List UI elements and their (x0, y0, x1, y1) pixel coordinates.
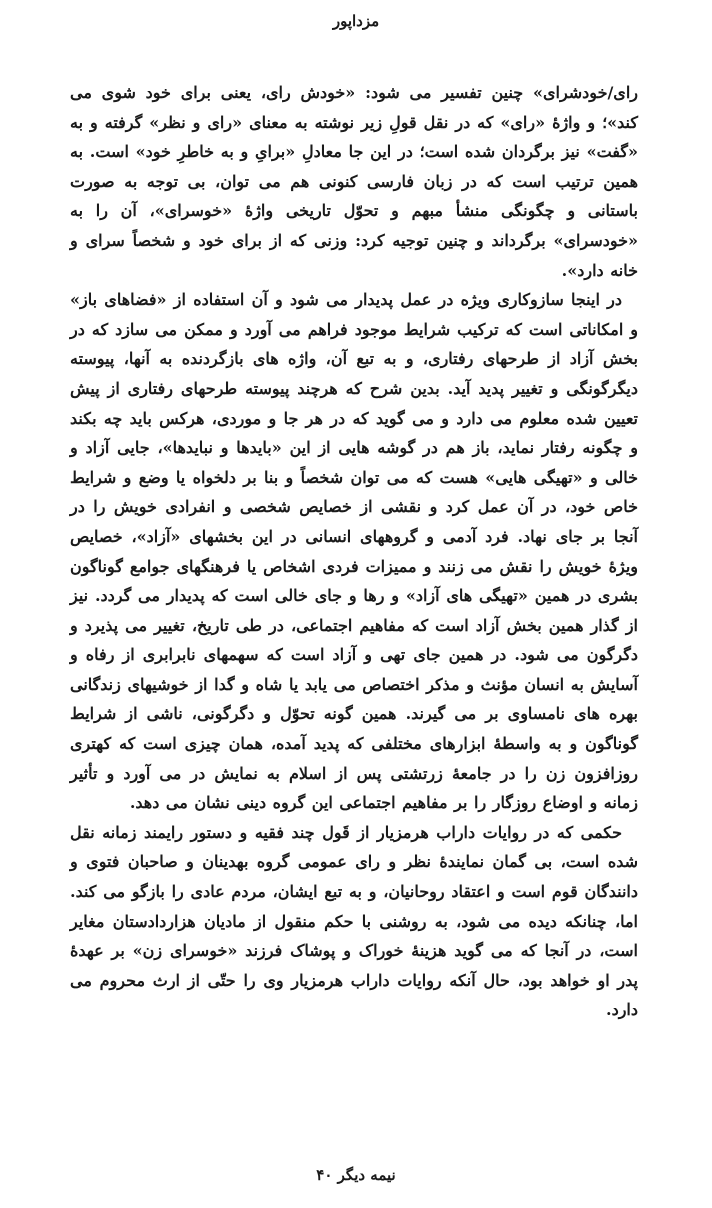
paragraph: رای/خودشرای» چنین تفسیر می شود: «خودش رای، یعنی برای خود شوی می کند»؛ و واژهٔ «رای» که در نقل قولِ زیر نوشته به معنای «رای و نظر» گرفته و به «گفت» نیز برگردان شده است؛ در این جا معادلِ «برایِ و به خاطرِ خود» است. به همین ترتیب است که در زبان فارسی کنونی هم می توان، بی توجه به صورت باستانی و چگونگی منشأ مبهم و تحوّل تاریخی واژهٔ «خوسرای»، آن را به «خودسرای» برگرداند و چنین توجیه کرد: وزنی که از برای خود و شخصاً سرای و خانه دارد». (70, 83, 638, 280)
body-text (70, 78, 638, 1025)
paragraph: در اینجا سازوکاری ویژه در عمل پدیدار می شود و آن استفاده از «فضاهای باز» و امکاناتی است که ترکیب شرایط موجود فراهم می آورد و ممکن می سازد که در بخش آزاد از طرحهای رفتاری، و به تبع آن، واژه های بازگردنده به آنها، پیوسته دیگرگونگی و تغییر پدید آید. بدین شرح که هرچند پیوسته طرحهای رفتاری از پیش تعیین شده معلوم می دارد و می گوید که در هر جا و موردی، هرکس باید چه بکند و چگونه رفتار نماید، باز هم در گوشه هایی از این «بایدها و نبایدها»، جایی آزاد و خالی و «تهیگی هایی» هست که می توان شخصاً و بنا بر دلخواه یا وضع و شرایط خاص خود، در آن عمل کرد و نقشی از خصایص شخصی و انفرادی خویش را در آنجا بر جای نهاد. فرد آدمی و گروههای انسانی در این بخشهای «آزاد»، خصایص ویژهٔ خویش را نقش می زنند و ممیزات فردی اشخاص یا فرهنگهای جوامع گوناگون بشری در همین «تهیگی های آزاد» و رها و جای خالی است که پدیدار می گردد. نیز از گذار همین بخش آزاد است که مفاهیم اجتماعی، در طی تاریخ، تغییر می پذیرد و دگرگون می شود. در همین جای تهی و آزاد است که سهمهای نابرابری از رفاه و آسایش به انسان مؤنث و مذکر اختصاص می یابد یا شاه و گدا از خوشیهای زندگانی بهره های نامساوی بر می گیرند. همین گونه تحوّل و دگرگونی، ناشی از شرایط گوناگون و به واسطهٔ ابزارهای مختلفی که پدید آمده، همان چیزی است که کهتری روزافزون زن را در جامعهٔ زرتشتی پس از اسلام به نمایش در می آورد و تأثیر زمانه و اوضاع روزگار را بر مفاهیم اجتماعی این گروه دینی نشان می دهد. (70, 290, 639, 813)
page-footer: نیمه دیگر ۴۰ (316, 1166, 396, 1184)
paragraph: حکمی که در روایات داراب هرمزیار از قَول چند فقیه و دستور رایمند زمانه نقل شده است، بی گمان نمایندهٔ نظر و رای عمومی گروه بهدینان و صاحبان فتوی و دانندگان قوم است و اعتقاد روحانیان، و به تبع ایشان، مردم عادی را بازگو می کند. اما، چنانکه دیده می شود، به روشنی با حکم منقول از مادیان هزاردادستان مغایر است، در آنجا که می گوید هزینهٔ خوراک و پوشاک فرزند «خوسرای زن» بر عهدهٔ پدر او خواهد بود، حال آنکه روایات داراب هرمزیار وی را حتّی از ارث محروم می دارد. (70, 822, 638, 1020)
running-header: مزداپور (332, 12, 380, 30)
